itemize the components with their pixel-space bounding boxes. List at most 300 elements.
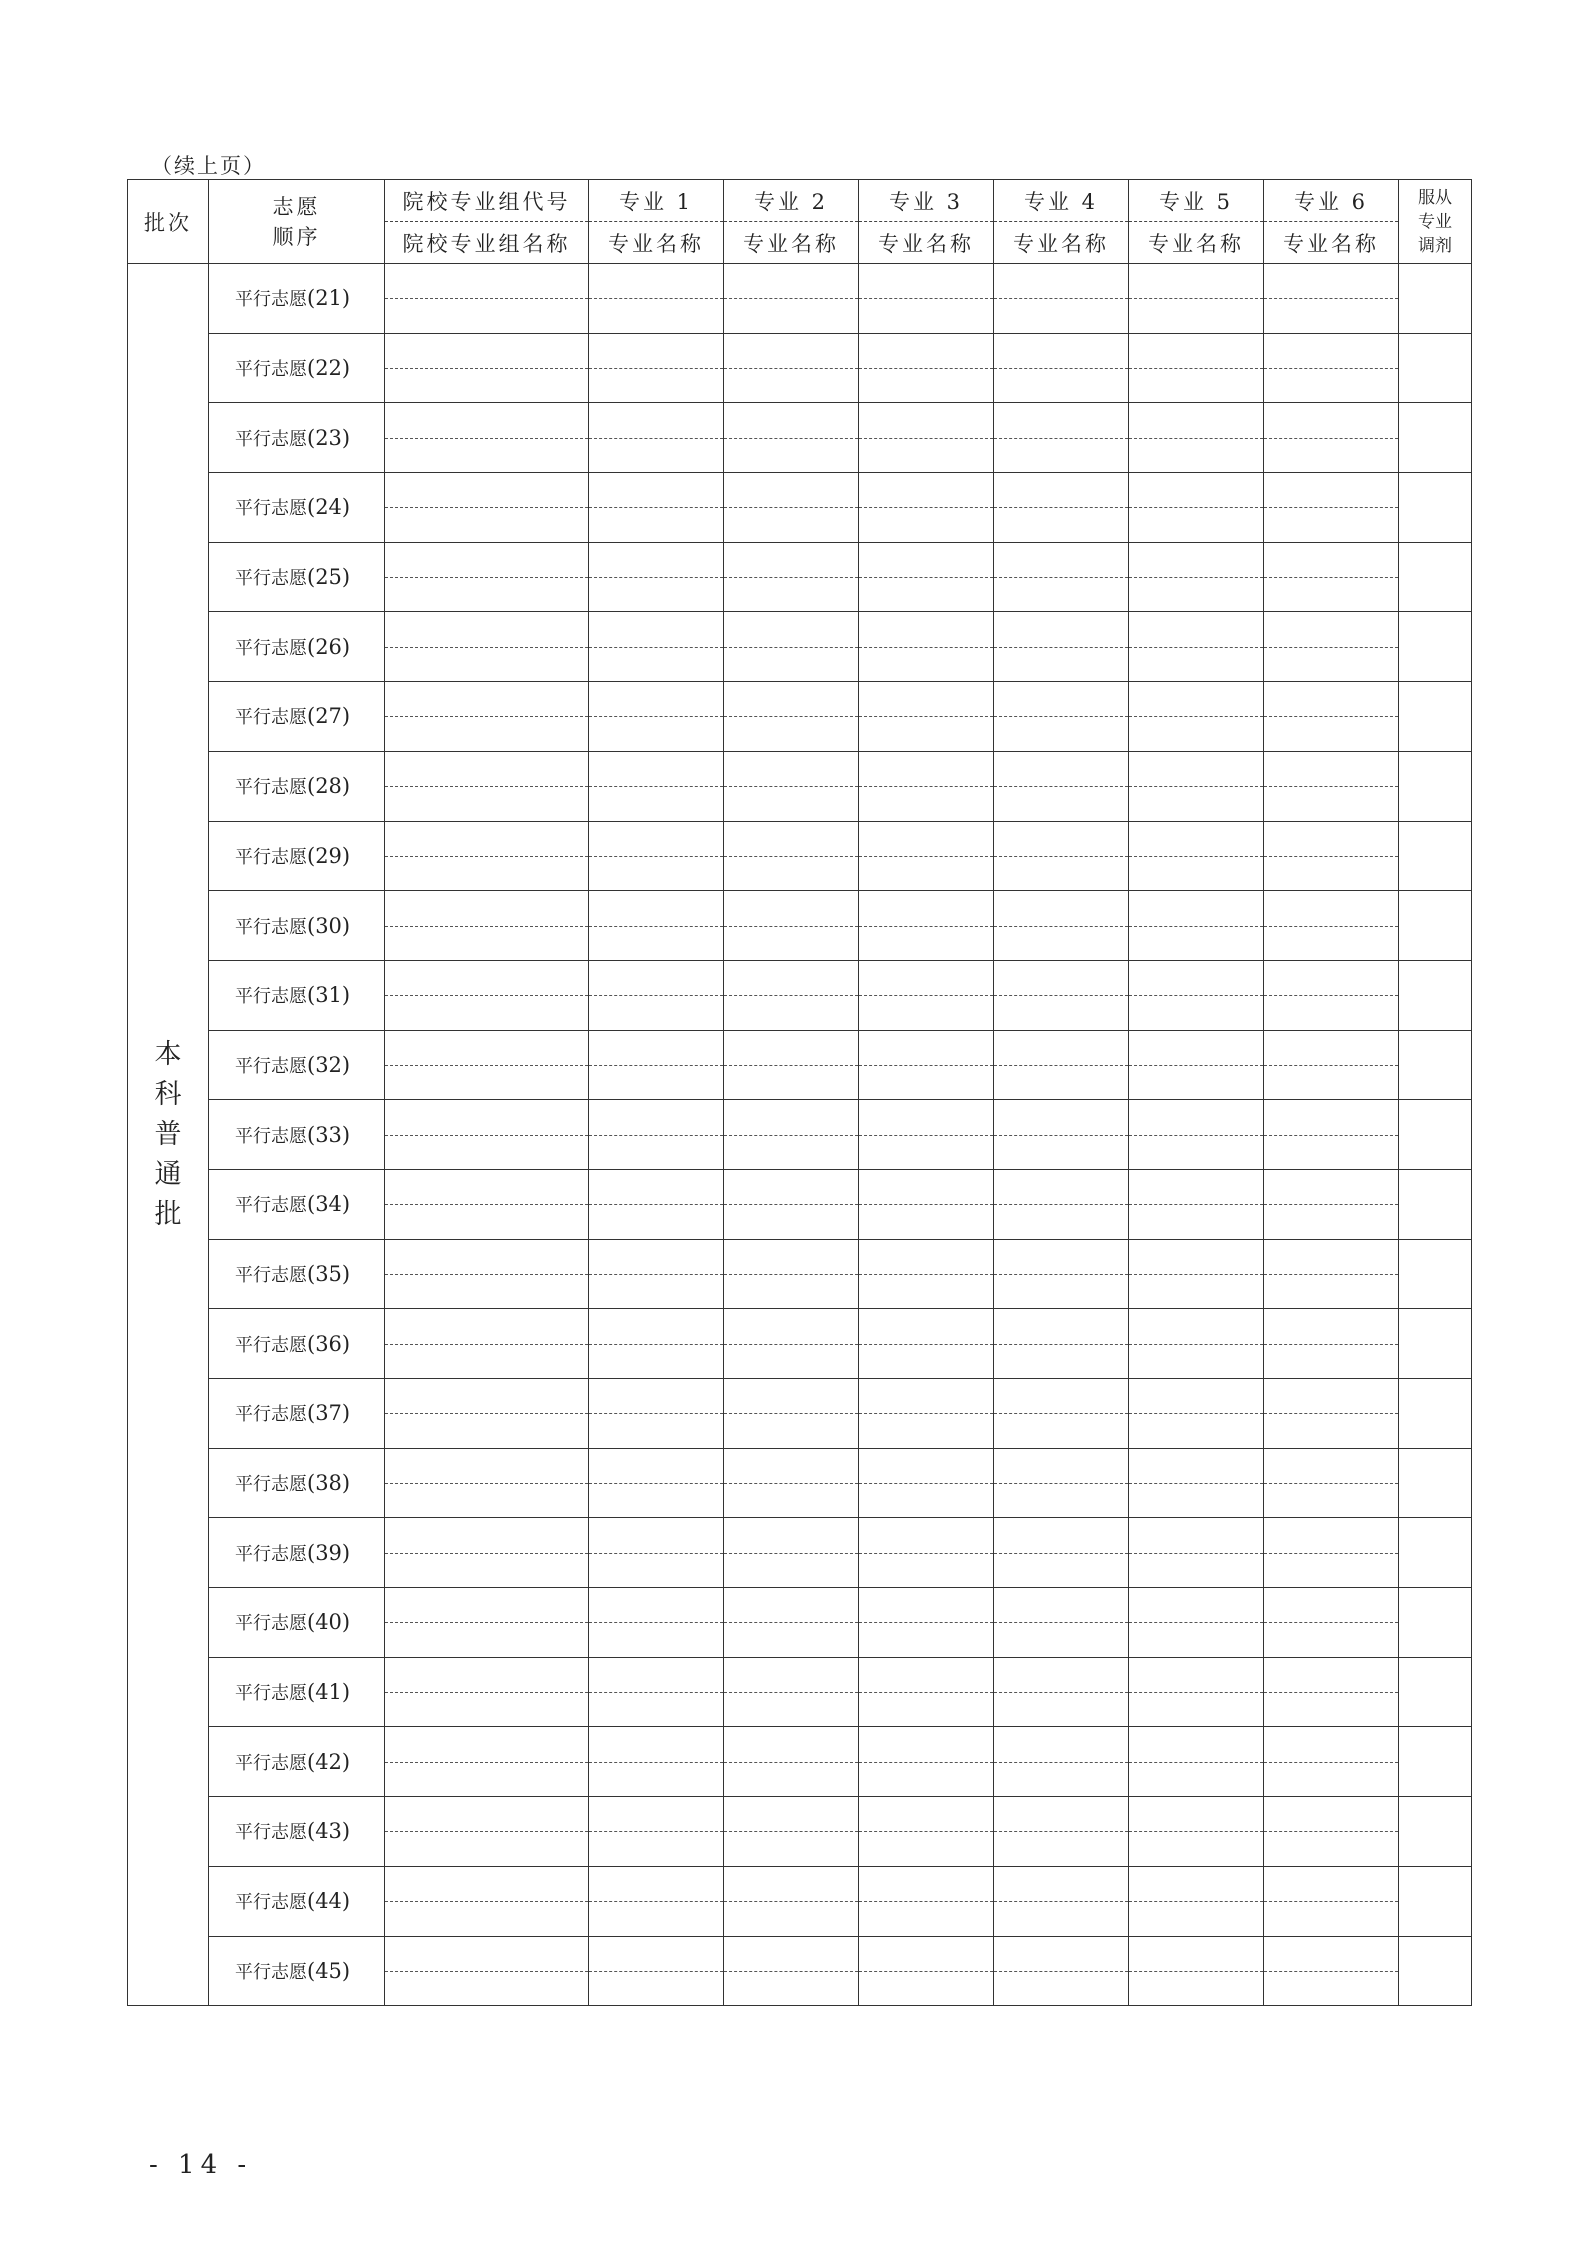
dashed-divider (724, 1553, 858, 1554)
major-6-cell[interactable] (1264, 1727, 1399, 1797)
major-5-cell[interactable] (1129, 612, 1264, 682)
accept-adjustment-cell[interactable] (1399, 264, 1472, 334)
group-cell[interactable] (385, 403, 589, 473)
major-1-cell[interactable] (589, 1448, 724, 1518)
major-4-cell[interactable] (994, 1309, 1129, 1379)
major-2-cell[interactable] (724, 891, 859, 961)
major-3-cell[interactable] (859, 1169, 994, 1239)
major-4-cell[interactable] (994, 682, 1129, 752)
volunteer-order-label: 平行志愿 (235, 1195, 307, 1217)
dashed-divider (385, 1204, 588, 1205)
accept-adjustment-cell[interactable] (1399, 473, 1472, 543)
dashed-divider (1264, 786, 1398, 787)
volunteer-order-number: (36) (307, 1331, 351, 1356)
major-6-cell[interactable] (1264, 1239, 1399, 1309)
major-1-cell[interactable] (589, 264, 724, 334)
dashed-divider (589, 995, 723, 996)
major-4-cell[interactable] (994, 1797, 1129, 1867)
major-6-cell[interactable] (1264, 1379, 1399, 1449)
major-5-cell[interactable] (1129, 542, 1264, 612)
major-2-cell[interactable] (724, 473, 859, 543)
accept-adjustment-cell[interactable] (1399, 542, 1472, 612)
major-5-cell[interactable] (1129, 1588, 1264, 1658)
major-4-cell[interactable] (994, 1169, 1129, 1239)
major-6-cell[interactable] (1264, 1309, 1399, 1379)
dashed-divider (724, 1971, 858, 1972)
major-2-cell[interactable] (724, 1379, 859, 1449)
major-5-cell[interactable] (1129, 473, 1264, 543)
major-3-cell[interactable] (859, 473, 994, 543)
major-2-cell[interactable] (724, 403, 859, 473)
group-cell[interactable] (385, 1727, 589, 1797)
major-2-cell[interactable] (724, 1727, 859, 1797)
dashed-divider (589, 1413, 723, 1414)
group-cell[interactable] (385, 1100, 589, 1170)
major-3-cell[interactable] (859, 960, 994, 1030)
major-5-cell[interactable] (1129, 682, 1264, 752)
major-2-cell[interactable] (724, 1309, 859, 1379)
major-5-cell[interactable] (1129, 403, 1264, 473)
major-1-label: 专业 1 (589, 180, 723, 222)
major-2-cell[interactable] (724, 751, 859, 821)
major-6-cell[interactable] (1264, 1936, 1399, 2006)
accept-adjustment-cell[interactable] (1399, 1309, 1472, 1379)
dashed-divider (994, 1344, 1128, 1345)
dashed-divider (1264, 1065, 1398, 1066)
major-5-cell[interactable] (1129, 1448, 1264, 1518)
volunteer-row (128, 264, 1472, 334)
major-5-cell[interactable] (1129, 1309, 1264, 1379)
group-cell[interactable] (385, 264, 589, 334)
volunteer-order-number: (21) (307, 286, 351, 311)
group-cell[interactable] (385, 1239, 589, 1309)
group-cell[interactable] (385, 333, 589, 403)
major-1-cell[interactable] (589, 1657, 724, 1727)
group-cell[interactable] (385, 1866, 589, 1936)
volunteer-order-cell (209, 612, 385, 682)
accept-adjustment-cell[interactable] (1399, 1657, 1472, 1727)
volunteer-order-number: (28) (307, 774, 351, 799)
major-1-cell[interactable] (589, 960, 724, 1030)
volunteer-order-cell (209, 542, 385, 612)
volunteer-order-cell (209, 751, 385, 821)
dashed-divider (385, 368, 588, 369)
dashed-divider (724, 647, 858, 648)
major-1-cell[interactable] (589, 333, 724, 403)
accept-adjustment-cell[interactable] (1399, 1727, 1472, 1797)
major-3-cell[interactable] (859, 1727, 994, 1797)
volunteer-row (128, 1379, 1472, 1449)
group-cell[interactable] (385, 1936, 589, 2006)
group-cell[interactable] (385, 1657, 589, 1727)
major-6-cell[interactable] (1264, 473, 1399, 543)
major-1-cell[interactable] (589, 1727, 724, 1797)
major-2-cell[interactable] (724, 1936, 859, 2006)
major-3-cell[interactable] (859, 1657, 994, 1727)
major-3-cell[interactable] (859, 542, 994, 612)
major-2-cell[interactable] (724, 682, 859, 752)
dashed-divider (994, 1622, 1128, 1623)
dashed-divider (385, 1135, 588, 1136)
dashed-divider (1129, 926, 1263, 927)
dashed-divider (724, 1204, 858, 1205)
dashed-divider (1264, 298, 1398, 299)
major-6-cell[interactable] (1264, 1169, 1399, 1239)
volunteer-order-number: (22) (307, 356, 351, 381)
major-2-cell[interactable] (724, 1866, 859, 1936)
dashed-divider (385, 1622, 588, 1623)
major-2-cell[interactable] (724, 1448, 859, 1518)
major-2-cell[interactable] (724, 960, 859, 1030)
volunteer-order-label: 平行志愿 (235, 1334, 307, 1356)
major-1-cell[interactable] (589, 891, 724, 961)
major-3-cell[interactable] (859, 751, 994, 821)
dashed-divider (589, 926, 723, 927)
major-4-cell[interactable] (994, 612, 1129, 682)
major-2-cell[interactable] (724, 1169, 859, 1239)
major-1-cell[interactable] (589, 1936, 724, 2006)
major-1-cell[interactable] (589, 1797, 724, 1867)
major-6-cell[interactable] (1264, 1100, 1399, 1170)
dashed-divider (724, 368, 858, 369)
major-6-cell[interactable] (1264, 960, 1399, 1030)
dashed-divider (724, 1065, 858, 1066)
volunteer-order-label: 平行志愿 (235, 568, 307, 590)
major-2-cell[interactable] (724, 333, 859, 403)
group-cell[interactable] (385, 1797, 589, 1867)
major-5-cell[interactable] (1129, 1936, 1264, 2006)
major-3-cell[interactable] (859, 1448, 994, 1518)
major-5-cell[interactable] (1129, 264, 1264, 334)
major-4-cell[interactable] (994, 333, 1129, 403)
group-cell[interactable] (385, 751, 589, 821)
major-6-cell[interactable] (1264, 751, 1399, 821)
dashed-divider (994, 298, 1128, 299)
major-4-cell[interactable] (994, 1030, 1129, 1100)
dashed-divider (994, 1553, 1128, 1554)
accept-adjustment-header (1399, 180, 1472, 264)
major-5-cell[interactable] (1129, 891, 1264, 961)
major-1-cell[interactable] (589, 1239, 724, 1309)
accept-adjustment-cell[interactable] (1399, 612, 1472, 682)
volunteer-row (128, 960, 1472, 1030)
major-2-cell[interactable] (724, 1100, 859, 1170)
dashed-divider (724, 438, 858, 439)
group-cell[interactable] (385, 473, 589, 543)
major-4-cell[interactable] (994, 1518, 1129, 1588)
major-3-cell[interactable] (859, 821, 994, 891)
major-6-cell[interactable] (1264, 682, 1399, 752)
major-1-cell[interactable] (589, 1588, 724, 1658)
major-4-cell[interactable] (994, 1866, 1129, 1936)
accept-adjustment-cell[interactable] (1399, 1866, 1472, 1936)
major-1-cell[interactable] (589, 821, 724, 891)
major-1-cell[interactable] (589, 1379, 724, 1449)
major-3-cell[interactable] (859, 264, 994, 334)
major-3-cell[interactable] (859, 1866, 994, 1936)
dashed-divider (385, 1344, 588, 1345)
dashed-divider (994, 1065, 1128, 1066)
major-1-cell[interactable] (589, 612, 724, 682)
accept-adjustment-cell[interactable] (1399, 1030, 1472, 1100)
group-cell[interactable] (385, 542, 589, 612)
major-1-cell[interactable] (589, 1518, 724, 1588)
dashed-divider (724, 1831, 858, 1832)
major-4-cell[interactable] (994, 473, 1129, 543)
major-4-cell[interactable] (994, 1657, 1129, 1727)
dashed-divider (859, 786, 993, 787)
volunteer-order-cell (209, 1379, 385, 1449)
major-3-cell[interactable] (859, 1030, 994, 1100)
volunteer-row (128, 1448, 1472, 1518)
accept-adjustment-cell[interactable] (1399, 1518, 1472, 1588)
volunteer-order-number: (27) (307, 704, 351, 729)
dashed-divider (1264, 716, 1398, 717)
dashed-divider (859, 1901, 993, 1902)
accept-adjustment-cell[interactable] (1399, 751, 1472, 821)
group-cell[interactable] (385, 1379, 589, 1449)
major-5-cell[interactable] (1129, 1169, 1264, 1239)
batch-name-char: 普 (154, 1118, 182, 1150)
major-5-cell[interactable] (1129, 1727, 1264, 1797)
accept-adjustment-cell[interactable] (1399, 891, 1472, 961)
major-3-name-label: 专业名称 (878, 231, 974, 256)
major-3-cell[interactable] (859, 612, 994, 682)
major-5-cell[interactable] (1129, 1100, 1264, 1170)
major-6-cell[interactable] (1264, 612, 1399, 682)
major-5-cell[interactable] (1129, 821, 1264, 891)
volunteer-row (128, 1309, 1472, 1379)
group-cell[interactable] (385, 821, 589, 891)
dashed-divider (385, 1971, 588, 1972)
accept-adjustment-cell[interactable] (1399, 333, 1472, 403)
major-6-cell[interactable] (1264, 1657, 1399, 1727)
dashed-divider (1264, 926, 1398, 927)
major-3-cell[interactable] (859, 1936, 994, 2006)
major-3-cell[interactable] (859, 333, 994, 403)
dashed-divider (994, 368, 1128, 369)
major-2-cell[interactable] (724, 542, 859, 612)
group-cell[interactable] (385, 1030, 589, 1100)
batch-name-cell (128, 264, 209, 2006)
group-cell[interactable] (385, 1309, 589, 1379)
major-3-cell[interactable] (859, 1797, 994, 1867)
major-3-cell[interactable] (859, 682, 994, 752)
major-3-label: 专业 3 (859, 180, 993, 222)
major-1-name-label: 专业名称 (608, 231, 704, 256)
major-6-cell[interactable] (1264, 891, 1399, 961)
major-4-cell[interactable] (994, 403, 1129, 473)
major-3-cell[interactable] (859, 1100, 994, 1170)
major-4-cell[interactable] (994, 1239, 1129, 1309)
volunteer-order-cell (209, 1936, 385, 2006)
volunteer-order-cell (209, 264, 385, 334)
major-4-cell[interactable] (994, 1727, 1129, 1797)
dashed-divider (1129, 1971, 1263, 1972)
group-cell[interactable] (385, 891, 589, 961)
dashed-divider (724, 1762, 858, 1763)
major-4-cell[interactable] (994, 960, 1129, 1030)
group-cell[interactable] (385, 1448, 589, 1518)
major-5-header (1129, 180, 1264, 264)
major-2-cell[interactable] (724, 1657, 859, 1727)
major-6-cell[interactable] (1264, 542, 1399, 612)
dashed-divider (859, 1344, 993, 1345)
dashed-divider (994, 995, 1128, 996)
major-3-cell[interactable] (859, 1588, 994, 1658)
volunteer-row (128, 1657, 1472, 1727)
major-1-cell[interactable] (589, 1169, 724, 1239)
major-1-cell[interactable] (589, 1309, 724, 1379)
major-1-cell[interactable] (589, 751, 724, 821)
volunteer-order-label: 平行志愿 (235, 498, 307, 520)
dashed-divider (1129, 1413, 1263, 1414)
major-6-cell[interactable] (1264, 403, 1399, 473)
dashed-divider (385, 856, 588, 857)
group-cell[interactable] (385, 1588, 589, 1658)
dashed-divider (1129, 1622, 1263, 1623)
dashed-divider (385, 507, 588, 508)
accept-adjustment-cell[interactable] (1399, 1797, 1472, 1867)
major-1-cell[interactable] (589, 1866, 724, 1936)
major-6-cell[interactable] (1264, 821, 1399, 891)
dashed-divider (589, 438, 723, 439)
header-row (128, 180, 1472, 264)
major-6-cell[interactable] (1264, 1030, 1399, 1100)
major-5-cell[interactable] (1129, 1518, 1264, 1588)
major-5-cell[interactable] (1129, 1030, 1264, 1100)
major-2-cell[interactable] (724, 1030, 859, 1100)
major-3-cell[interactable] (859, 891, 994, 961)
batch-header: 批次 (128, 180, 209, 264)
major-4-cell[interactable] (994, 1588, 1129, 1658)
major-3-cell[interactable] (859, 403, 994, 473)
group-cell[interactable] (385, 612, 589, 682)
accept-adjustment-cell[interactable] (1399, 1239, 1472, 1309)
major-4-cell[interactable] (994, 1448, 1129, 1518)
major-4-cell[interactable] (994, 264, 1129, 334)
volunteer-order-label: 平行志愿 (235, 1404, 307, 1426)
dashed-divider (1264, 1901, 1398, 1902)
order-header-line1: 志愿 (272, 194, 321, 219)
major-4-cell[interactable] (994, 891, 1129, 961)
dashed-divider (589, 1065, 723, 1066)
group-cell[interactable] (385, 960, 589, 1030)
dashed-divider (1129, 647, 1263, 648)
dashed-divider (589, 1274, 723, 1275)
major-5-cell[interactable] (1129, 1657, 1264, 1727)
dashed-divider (859, 368, 993, 369)
major-2-cell[interactable] (724, 1797, 859, 1867)
major-4-cell[interactable] (994, 1936, 1129, 2006)
volunteer-order-number: (45) (307, 1958, 351, 1983)
accept-adjustment-cell[interactable] (1399, 1100, 1472, 1170)
accept-adjustment-cell[interactable] (1399, 682, 1472, 752)
accept-adjustment-cell[interactable] (1399, 1936, 1472, 2006)
major-2-label: 专业 2 (724, 180, 858, 222)
dashed-divider (859, 856, 993, 857)
dashed-divider (1129, 438, 1263, 439)
accept-adjustment-cell[interactable] (1399, 821, 1472, 891)
dashed-divider (994, 1413, 1128, 1414)
major-5-cell[interactable] (1129, 333, 1264, 403)
major-2-cell[interactable] (724, 1518, 859, 1588)
volunteer-row (128, 1936, 1472, 2006)
dashed-divider (1264, 1274, 1398, 1275)
dashed-divider (589, 368, 723, 369)
major-6-cell[interactable] (1264, 264, 1399, 334)
major-3-cell[interactable] (859, 1239, 994, 1309)
major-5-cell[interactable] (1129, 1797, 1264, 1867)
dashed-divider (589, 1553, 723, 1554)
major-1-cell[interactable] (589, 1100, 724, 1170)
major-2-cell[interactable] (724, 1239, 859, 1309)
major-4-cell[interactable] (994, 542, 1129, 612)
accept-adjustment-cell[interactable] (1399, 1448, 1472, 1518)
accept-adjustment-cell[interactable] (1399, 1169, 1472, 1239)
dashed-divider (1129, 577, 1263, 578)
dashed-divider (589, 1971, 723, 1972)
volunteer-order-number: (34) (307, 1192, 351, 1217)
major-6-cell[interactable] (1264, 333, 1399, 403)
dashed-divider (859, 1274, 993, 1275)
major-5-cell[interactable] (1129, 1239, 1264, 1309)
accept-adjustment-cell[interactable] (1399, 1588, 1472, 1658)
major-3-cell[interactable] (859, 1518, 994, 1588)
dashed-divider (994, 647, 1128, 648)
major-5-cell[interactable] (1129, 960, 1264, 1030)
dashed-divider (859, 438, 993, 439)
major-2-cell[interactable] (724, 264, 859, 334)
batch-name-char: 本 (154, 1038, 182, 1070)
major-6-cell[interactable] (1264, 1448, 1399, 1518)
major-4-cell[interactable] (994, 821, 1129, 891)
major-5-cell[interactable] (1129, 1379, 1264, 1449)
major-6-cell[interactable] (1264, 1518, 1399, 1588)
major-2-cell[interactable] (724, 821, 859, 891)
dashed-divider (589, 716, 723, 717)
major-6-cell[interactable] (1264, 1866, 1399, 1936)
major-3-cell[interactable] (859, 1379, 994, 1449)
major-3-cell[interactable] (859, 1309, 994, 1379)
major-4-cell[interactable] (994, 751, 1129, 821)
major-4-cell[interactable] (994, 1100, 1129, 1170)
major-1-cell[interactable] (589, 403, 724, 473)
major-1-cell[interactable] (589, 682, 724, 752)
dashed-divider (1264, 647, 1398, 648)
volunteer-order-cell (209, 891, 385, 961)
major-5-cell[interactable] (1129, 751, 1264, 821)
major-6-cell[interactable] (1264, 1588, 1399, 1658)
major-6-cell[interactable] (1264, 1797, 1399, 1867)
group-cell[interactable] (385, 682, 589, 752)
major-1-cell[interactable] (589, 1030, 724, 1100)
group-cell[interactable] (385, 1518, 589, 1588)
group-cell[interactable] (385, 1169, 589, 1239)
accept-adjustment-cell[interactable] (1399, 403, 1472, 473)
dashed-divider (385, 1762, 588, 1763)
major-4-cell[interactable] (994, 1379, 1129, 1449)
accept-adjustment-cell[interactable] (1399, 960, 1472, 1030)
major-5-cell[interactable] (1129, 1866, 1264, 1936)
accept-adjustment-cell[interactable] (1399, 1379, 1472, 1449)
volunteer-order-number: (38) (307, 1471, 351, 1496)
major-1-cell[interactable] (589, 542, 724, 612)
volunteer-row (128, 1727, 1472, 1797)
major-2-cell[interactable] (724, 612, 859, 682)
major-2-cell[interactable] (724, 1588, 859, 1658)
major-1-cell[interactable] (589, 473, 724, 543)
